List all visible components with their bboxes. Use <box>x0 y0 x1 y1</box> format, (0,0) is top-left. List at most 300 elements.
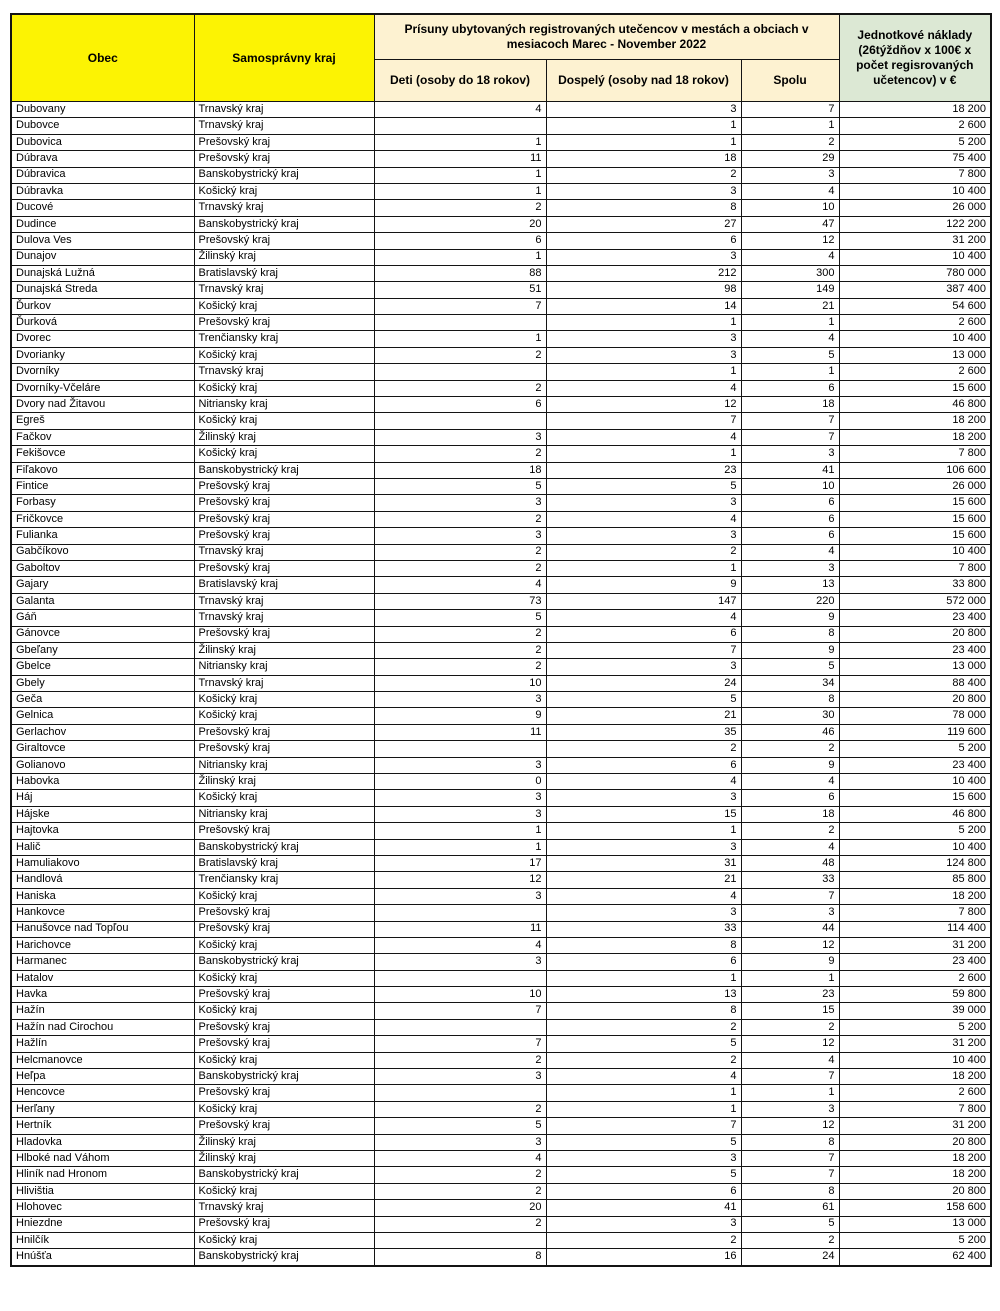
cell-naklady: 18 200 <box>839 429 991 445</box>
cell-obec: Galanta <box>11 593 194 609</box>
cell-obec: Háj <box>11 790 194 806</box>
cell-deti: 5 <box>374 610 546 626</box>
table-row <box>11 1183 991 1199</box>
cell-dospeli: 1 <box>546 1085 741 1101</box>
table-row <box>11 692 991 708</box>
cell-dospeli: 98 <box>546 282 741 298</box>
cell-kraj: Trnavský kraj <box>194 118 374 134</box>
cell-naklady: 5 200 <box>839 134 991 150</box>
cell-obec: Hatalov <box>11 970 194 986</box>
table-row <box>11 118 991 134</box>
cell-dospeli: 13 <box>546 987 741 1003</box>
cell-kraj: Prešovský kraj <box>194 134 374 150</box>
cell-spolu: 7 <box>741 1151 839 1167</box>
table-row <box>11 1151 991 1167</box>
cell-spolu: 7 <box>741 1167 839 1183</box>
cell-kraj: Banskobystrický kraj <box>194 1069 374 1085</box>
cell-obec: Heľpa <box>11 1069 194 1085</box>
cell-spolu: 4 <box>741 183 839 199</box>
cell-dospeli: 4 <box>546 511 741 527</box>
cell-deti: 2 <box>374 1167 546 1183</box>
cell-naklady: 20 800 <box>839 626 991 642</box>
cell-spolu: 2 <box>741 741 839 757</box>
cell-kraj: Banskobystrický kraj <box>194 1167 374 1183</box>
cell-obec: Dvorníky-Včeláre <box>11 380 194 396</box>
cell-naklady: 124 800 <box>839 855 991 871</box>
cell-spolu: 33 <box>741 872 839 888</box>
cell-naklady: 387 400 <box>839 282 991 298</box>
cell-kraj: Trnavský kraj <box>194 610 374 626</box>
cell-deti: 0 <box>374 774 546 790</box>
cell-obec: Hliník nad Hronom <box>11 1167 194 1183</box>
cell-kraj: Bratislavský kraj <box>194 577 374 593</box>
cell-spolu: 220 <box>741 593 839 609</box>
cell-dospeli: 212 <box>546 265 741 281</box>
cell-spolu: 10 <box>741 478 839 494</box>
cell-obec: Gáň <box>11 610 194 626</box>
cell-naklady: 31 200 <box>839 937 991 953</box>
cell-dospeli: 4 <box>546 429 741 445</box>
cell-obec: Fiľakovo <box>11 462 194 478</box>
table-row <box>11 823 991 839</box>
cell-dospeli: 41 <box>546 1200 741 1216</box>
cell-spolu: 3 <box>741 167 839 183</box>
cell-dospeli: 6 <box>546 1183 741 1199</box>
cell-naklady: 10 400 <box>839 1052 991 1068</box>
cell-kraj: Prešovský kraj <box>194 1019 374 1035</box>
cell-deti: 3 <box>374 692 546 708</box>
cell-obec: Fačkov <box>11 429 194 445</box>
cell-spolu: 21 <box>741 298 839 314</box>
cell-kraj: Žilinský kraj <box>194 1151 374 1167</box>
cell-spolu: 24 <box>741 1249 839 1266</box>
cell-naklady: 10 400 <box>839 249 991 265</box>
cell-dospeli: 9 <box>546 577 741 593</box>
table-row <box>11 200 991 216</box>
table-header <box>11 14 991 102</box>
cell-deti: 2 <box>374 380 546 396</box>
cell-kraj: Žilinský kraj <box>194 249 374 265</box>
cell-deti: 3 <box>374 1069 546 1085</box>
cell-naklady: 15 600 <box>839 380 991 396</box>
cell-obec: Dúbrava <box>11 151 194 167</box>
cell-deti <box>374 364 546 380</box>
cell-obec: Hencovce <box>11 1085 194 1101</box>
table-row <box>11 1167 991 1183</box>
cell-deti: 3 <box>374 495 546 511</box>
table-row <box>11 1118 991 1134</box>
cell-dospeli: 8 <box>546 1003 741 1019</box>
cell-deti: 1 <box>374 839 546 855</box>
cell-spolu: 6 <box>741 511 839 527</box>
cell-kraj: Prešovský kraj <box>194 724 374 740</box>
cell-naklady: 7 800 <box>839 167 991 183</box>
cell-naklady: 13 000 <box>839 347 991 363</box>
cell-naklady: 46 800 <box>839 806 991 822</box>
table-row <box>11 642 991 658</box>
cell-dospeli: 7 <box>546 642 741 658</box>
table-row <box>11 905 991 921</box>
cell-spolu: 7 <box>741 888 839 904</box>
cell-deti: 2 <box>374 1216 546 1232</box>
cell-naklady: 2 600 <box>839 364 991 380</box>
cell-dospeli: 3 <box>546 528 741 544</box>
cell-dospeli: 15 <box>546 806 741 822</box>
table-row <box>11 1249 991 1266</box>
cell-dospeli: 35 <box>546 724 741 740</box>
cell-obec: Gajary <box>11 577 194 593</box>
cell-obec: Herľany <box>11 1101 194 1117</box>
cell-spolu: 4 <box>741 249 839 265</box>
cell-naklady: 15 600 <box>839 528 991 544</box>
cell-deti: 17 <box>374 855 546 871</box>
cell-spolu: 3 <box>741 446 839 462</box>
cell-dospeli: 2 <box>546 1232 741 1248</box>
table-row <box>11 380 991 396</box>
cell-naklady: 10 400 <box>839 183 991 199</box>
cell-kraj: Prešovský kraj <box>194 151 374 167</box>
cell-deti <box>374 118 546 134</box>
cell-deti <box>374 970 546 986</box>
cell-deti: 11 <box>374 724 546 740</box>
cell-kraj: Prešovský kraj <box>194 823 374 839</box>
cell-dospeli: 3 <box>546 659 741 675</box>
cell-spolu: 12 <box>741 1118 839 1134</box>
cell-spolu: 7 <box>741 1069 839 1085</box>
cell-kraj: Banskobystrický kraj <box>194 462 374 478</box>
cell-obec: Dubovica <box>11 134 194 150</box>
cell-kraj: Trnavský kraj <box>194 282 374 298</box>
cell-obec: Hájske <box>11 806 194 822</box>
cell-dospeli: 7 <box>546 413 741 429</box>
cell-kraj: Prešovský kraj <box>194 921 374 937</box>
cell-kraj: Prešovský kraj <box>194 1036 374 1052</box>
cell-deti: 3 <box>374 528 546 544</box>
cell-spolu: 300 <box>741 265 839 281</box>
cell-obec: Hniezdne <box>11 1216 194 1232</box>
table-row <box>11 265 991 281</box>
table-row <box>11 151 991 167</box>
cell-spolu: 7 <box>741 429 839 445</box>
cell-kraj: Košický kraj <box>194 970 374 986</box>
table-row <box>11 610 991 626</box>
cell-naklady: 122 200 <box>839 216 991 232</box>
table-row <box>11 790 991 806</box>
table-row <box>11 1216 991 1232</box>
cell-kraj: Košický kraj <box>194 1003 374 1019</box>
cell-dospeli: 1 <box>546 315 741 331</box>
cell-deti: 2 <box>374 642 546 658</box>
cell-spolu: 6 <box>741 790 839 806</box>
table-row <box>11 1232 991 1248</box>
header-row-group <box>11 14 991 60</box>
cell-naklady: 158 600 <box>839 1200 991 1216</box>
table-row <box>11 216 991 232</box>
cell-naklady: 31 200 <box>839 1036 991 1052</box>
cell-naklady: 7 800 <box>839 446 991 462</box>
table-row <box>11 1101 991 1117</box>
cell-deti: 88 <box>374 265 546 281</box>
cell-obec: Fintice <box>11 478 194 494</box>
table-row <box>11 806 991 822</box>
cell-obec: Hažín <box>11 1003 194 1019</box>
cell-obec: Habovka <box>11 774 194 790</box>
cell-spolu: 6 <box>741 495 839 511</box>
table-row <box>11 511 991 527</box>
cell-dospeli: 3 <box>546 839 741 855</box>
cell-kraj: Prešovský kraj <box>194 560 374 576</box>
cell-deti: 1 <box>374 167 546 183</box>
cell-obec: Hankovce <box>11 905 194 921</box>
cell-kraj: Prešovský kraj <box>194 626 374 642</box>
cell-kraj: Prešovský kraj <box>194 1216 374 1232</box>
cell-spolu: 2 <box>741 1019 839 1035</box>
cell-kraj: Žilinský kraj <box>194 429 374 445</box>
cell-spolu: 1 <box>741 118 839 134</box>
cell-dospeli: 14 <box>546 298 741 314</box>
cell-dospeli: 33 <box>546 921 741 937</box>
cell-kraj: Trnavský kraj <box>194 102 374 118</box>
header-deti: Deti (osoby do 18 rokov) <box>374 60 546 102</box>
cell-deti: 4 <box>374 577 546 593</box>
cell-deti: 2 <box>374 626 546 642</box>
cell-dospeli: 2 <box>546 1052 741 1068</box>
cell-obec: Ďurková <box>11 315 194 331</box>
cell-obec: Dubovce <box>11 118 194 134</box>
table-row <box>11 1134 991 1150</box>
cell-spolu: 5 <box>741 1216 839 1232</box>
cell-spolu: 46 <box>741 724 839 740</box>
cell-deti: 5 <box>374 478 546 494</box>
cell-dospeli: 4 <box>546 380 741 396</box>
cell-spolu: 4 <box>741 1052 839 1068</box>
cell-naklady: 46 800 <box>839 397 991 413</box>
cell-naklady: 88 400 <box>839 675 991 691</box>
cell-naklady: 26 000 <box>839 200 991 216</box>
cell-spolu: 47 <box>741 216 839 232</box>
table-row <box>11 397 991 413</box>
cell-kraj: Košický kraj <box>194 413 374 429</box>
cell-deti: 3 <box>374 954 546 970</box>
cell-kraj: Trenčiansky kraj <box>194 872 374 888</box>
header-kraj: Samosprávny kraj <box>194 14 374 102</box>
table-body <box>11 102 991 1266</box>
cell-kraj: Nitriansky kraj <box>194 659 374 675</box>
cell-deti: 1 <box>374 249 546 265</box>
cell-obec: Dúbravka <box>11 183 194 199</box>
cell-obec: Dunajov <box>11 249 194 265</box>
cell-spolu: 7 <box>741 102 839 118</box>
cell-dospeli: 3 <box>546 183 741 199</box>
cell-naklady: 23 400 <box>839 642 991 658</box>
cell-deti <box>374 1232 546 1248</box>
table-row <box>11 1085 991 1101</box>
table-row <box>11 970 991 986</box>
cell-naklady: 572 000 <box>839 593 991 609</box>
cell-obec: Fulianka <box>11 528 194 544</box>
cell-obec: Havka <box>11 987 194 1003</box>
cell-obec: Hlboké nad Váhom <box>11 1151 194 1167</box>
cell-deti: 11 <box>374 151 546 167</box>
cell-spolu: 13 <box>741 577 839 593</box>
cell-naklady: 10 400 <box>839 544 991 560</box>
cell-dospeli: 1 <box>546 118 741 134</box>
cell-dospeli: 1 <box>546 1101 741 1117</box>
cell-dospeli: 4 <box>546 1069 741 1085</box>
cell-obec: Dunajská Lužná <box>11 265 194 281</box>
cell-dospeli: 2 <box>546 741 741 757</box>
cell-obec: Golianovo <box>11 757 194 773</box>
cell-naklady: 5 200 <box>839 1019 991 1035</box>
table-row <box>11 167 991 183</box>
cell-dospeli: 4 <box>546 610 741 626</box>
cell-obec: Ducové <box>11 200 194 216</box>
cell-kraj: Košický kraj <box>194 1101 374 1117</box>
table-row <box>11 233 991 249</box>
cell-naklady: 85 800 <box>839 872 991 888</box>
table-row <box>11 987 991 1003</box>
cell-spolu: 1 <box>741 1085 839 1101</box>
table-row <box>11 708 991 724</box>
cell-kraj: Trnavský kraj <box>194 1200 374 1216</box>
cell-dospeli: 6 <box>546 626 741 642</box>
cell-kraj: Prešovský kraj <box>194 741 374 757</box>
cell-naklady: 18 200 <box>839 1151 991 1167</box>
cell-spolu: 29 <box>741 151 839 167</box>
cell-spolu: 30 <box>741 708 839 724</box>
header-spolu: Spolu <box>741 60 839 102</box>
cell-obec: Dudince <box>11 216 194 232</box>
header-dospeli: Dospelý (osoby nad 18 rokov) <box>546 60 741 102</box>
cell-deti: 5 <box>374 1118 546 1134</box>
table-row <box>11 134 991 150</box>
cell-deti: 2 <box>374 1183 546 1199</box>
cell-obec: Harmanec <box>11 954 194 970</box>
cell-obec: Gelnica <box>11 708 194 724</box>
cell-dospeli: 6 <box>546 954 741 970</box>
cell-spolu: 41 <box>741 462 839 478</box>
cell-deti: 2 <box>374 659 546 675</box>
cell-deti: 2 <box>374 544 546 560</box>
cell-obec: Hladovka <box>11 1134 194 1150</box>
cell-naklady: 7 800 <box>839 905 991 921</box>
cell-naklady: 10 400 <box>839 331 991 347</box>
cell-spolu: 9 <box>741 642 839 658</box>
cell-obec: Gabčíkovo <box>11 544 194 560</box>
cell-spolu: 9 <box>741 954 839 970</box>
cell-spolu: 9 <box>741 757 839 773</box>
cell-spolu: 8 <box>741 692 839 708</box>
cell-deti: 1 <box>374 823 546 839</box>
table-row <box>11 888 991 904</box>
cell-spolu: 3 <box>741 560 839 576</box>
table-row <box>11 626 991 642</box>
cell-naklady: 18 200 <box>839 102 991 118</box>
cell-naklady: 23 400 <box>839 610 991 626</box>
cell-dospeli: 1 <box>546 446 741 462</box>
cell-obec: Dulova Ves <box>11 233 194 249</box>
cell-naklady: 15 600 <box>839 511 991 527</box>
cell-obec: Ďurkov <box>11 298 194 314</box>
cell-obec: Geča <box>11 692 194 708</box>
cell-deti: 2 <box>374 1101 546 1117</box>
cell-obec: Hanušovce nad Topľou <box>11 921 194 937</box>
cell-kraj: Bratislavský kraj <box>194 855 374 871</box>
cell-dospeli: 8 <box>546 200 741 216</box>
cell-kraj: Košický kraj <box>194 708 374 724</box>
cell-deti: 10 <box>374 675 546 691</box>
cell-obec: Hlivištia <box>11 1183 194 1199</box>
cell-kraj: Žilinský kraj <box>194 642 374 658</box>
cell-kraj: Prešovský kraj <box>194 905 374 921</box>
cell-dospeli: 2 <box>546 1019 741 1035</box>
cell-spolu: 12 <box>741 937 839 953</box>
cell-spolu: 1 <box>741 364 839 380</box>
cell-dospeli: 5 <box>546 1167 741 1183</box>
cell-dospeli: 8 <box>546 937 741 953</box>
cell-dospeli: 31 <box>546 855 741 871</box>
cell-obec: Hnúšťa <box>11 1249 194 1266</box>
cell-deti: 7 <box>374 1036 546 1052</box>
table-row <box>11 249 991 265</box>
cell-spolu: 5 <box>741 347 839 363</box>
table-row <box>11 675 991 691</box>
cell-obec: Dvorníky <box>11 364 194 380</box>
cell-kraj: Košický kraj <box>194 888 374 904</box>
cell-kraj: Nitriansky kraj <box>194 397 374 413</box>
table-row <box>11 347 991 363</box>
cell-naklady: 31 200 <box>839 1118 991 1134</box>
table-row <box>11 659 991 675</box>
cell-deti: 6 <box>374 233 546 249</box>
cell-deti: 4 <box>374 102 546 118</box>
cell-obec: Fričkovce <box>11 511 194 527</box>
cell-dospeli: 16 <box>546 1249 741 1266</box>
cell-dospeli: 6 <box>546 757 741 773</box>
cell-spolu: 2 <box>741 823 839 839</box>
cell-naklady: 119 600 <box>839 724 991 740</box>
cell-naklady: 10 400 <box>839 839 991 855</box>
cell-dospeli: 7 <box>546 1118 741 1134</box>
cell-kraj: Žilinský kraj <box>194 774 374 790</box>
table-row <box>11 413 991 429</box>
cell-spolu: 44 <box>741 921 839 937</box>
cell-obec: Giraltovce <box>11 741 194 757</box>
cell-dospeli: 3 <box>546 102 741 118</box>
table-row <box>11 921 991 937</box>
cell-deti: 2 <box>374 200 546 216</box>
cell-naklady: 54 600 <box>839 298 991 314</box>
cell-kraj: Košický kraj <box>194 692 374 708</box>
cell-obec: Forbasy <box>11 495 194 511</box>
cell-deti: 51 <box>374 282 546 298</box>
cell-kraj: Prešovský kraj <box>194 233 374 249</box>
cell-obec: Hajtovka <box>11 823 194 839</box>
cell-naklady: 33 800 <box>839 577 991 593</box>
table-row <box>11 1019 991 1035</box>
cell-deti <box>374 1085 546 1101</box>
cell-naklady: 2 600 <box>839 315 991 331</box>
cell-naklady: 2 600 <box>839 970 991 986</box>
cell-naklady: 20 800 <box>839 1183 991 1199</box>
cell-kraj: Banskobystrický kraj <box>194 167 374 183</box>
cell-kraj: Prešovský kraj <box>194 987 374 1003</box>
cell-dospeli: 5 <box>546 1134 741 1150</box>
cell-naklady: 31 200 <box>839 233 991 249</box>
cell-deti: 10 <box>374 987 546 1003</box>
cell-kraj: Košický kraj <box>194 347 374 363</box>
cell-obec: Hlohovec <box>11 1200 194 1216</box>
